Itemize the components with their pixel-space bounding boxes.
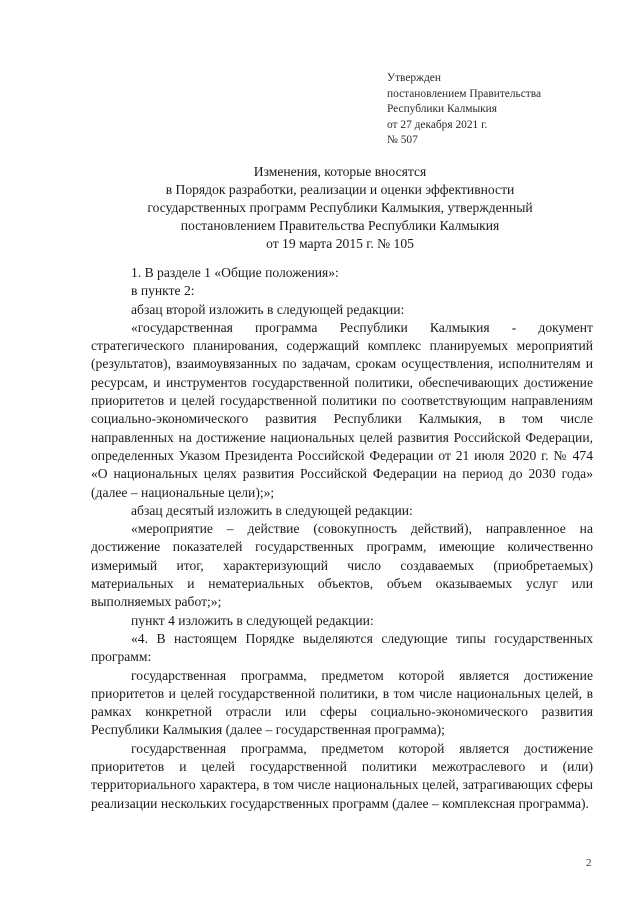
title-line: государственных программ Республики Калмыкия, утвержденный — [147, 199, 533, 215]
approval-line: от 27 декабря 2021 г. — [387, 118, 488, 131]
paragraph: «мероприятие – действие (совокупность действий), направленное на достижение показателей государственных программ, имеющие количественно измеримый итог, характеризующий число создаваемых (приобретаемых) материальных и нематериальных объектов, объем оказываемых услуг или выполняемых работ;»; — [91, 521, 593, 610]
paragraph: абзац десятый изложить в следующей редакции: — [131, 502, 413, 518]
title-line: Изменения, которые вносятся — [253, 164, 427, 179]
paragraph: «4. В настоящем Порядке выделяются следующие типы государственных программ: — [91, 630, 593, 665]
paragraph: пункт 4 изложить в следующей редакции: — [131, 612, 374, 628]
paragraph: абзац второй изложить в следующей редакции: — [131, 301, 405, 317]
approval-line: Республики Калмыкия — [387, 103, 498, 116]
title-line: постановлением Правительства Республики Калмыкия — [180, 217, 500, 233]
approval-stamp — [387, 71, 627, 149]
paragraph: в пункте 2: — [131, 283, 195, 299]
approval-line: Утвержден — [387, 72, 441, 84]
document-title — [60, 163, 620, 253]
approval-line: постановлением Правительства — [387, 87, 542, 100]
paragraph: государственная программа, предметом которой является достижение приоритетов и целей государственной политики, в том числе национальных целей, в рамках конкретной отрасли или сферы социально-экономического развития Республики Калмыкия (далее – государственная программа); — [91, 667, 593, 738]
paragraph: 1. В разделе 1 «Общие положения»: — [131, 265, 339, 280]
paragraph: государственная программа, предметом которой является достижение приоритетов и целей государственной политики межотраслевого и (или) территориального характера, в том числе национальных целей, затрагивающих сферы реализации нескольких государственных программ (далее – комплексная программа). — [91, 740, 593, 811]
document-body — [91, 264, 593, 813]
approval-line: № 507 — [387, 134, 418, 147]
page-number: 2 — [586, 857, 592, 869]
title-line: в Порядок разработки, реализации и оценки эффективности — [165, 181, 515, 197]
title-line: от 19 марта 2015 г. № 105 — [266, 235, 414, 251]
paragraph: «государственная программа Республики Калмыкия - документ стратегического планирования, содержащий комплекс планируемых мероприятий (результатов), взаимоувязанных по задачам, срокам осуществления, исполнителям и ресурсам, и инструментов государственной политики, обеспечивающих достижение приоритетов и целей государственной политики по соответствующим направлениям социально-экономического развития Республики Калмыкия, в том числе направленных на достижение национальных целей развития Российской Федерации, определенных Указом Президента Российской Федерации от 21 июля 2020 г. № 474 «О национальных целях развития Российской Федерации на период до 2030 года» (далее – национальные цели);»; — [91, 319, 593, 500]
